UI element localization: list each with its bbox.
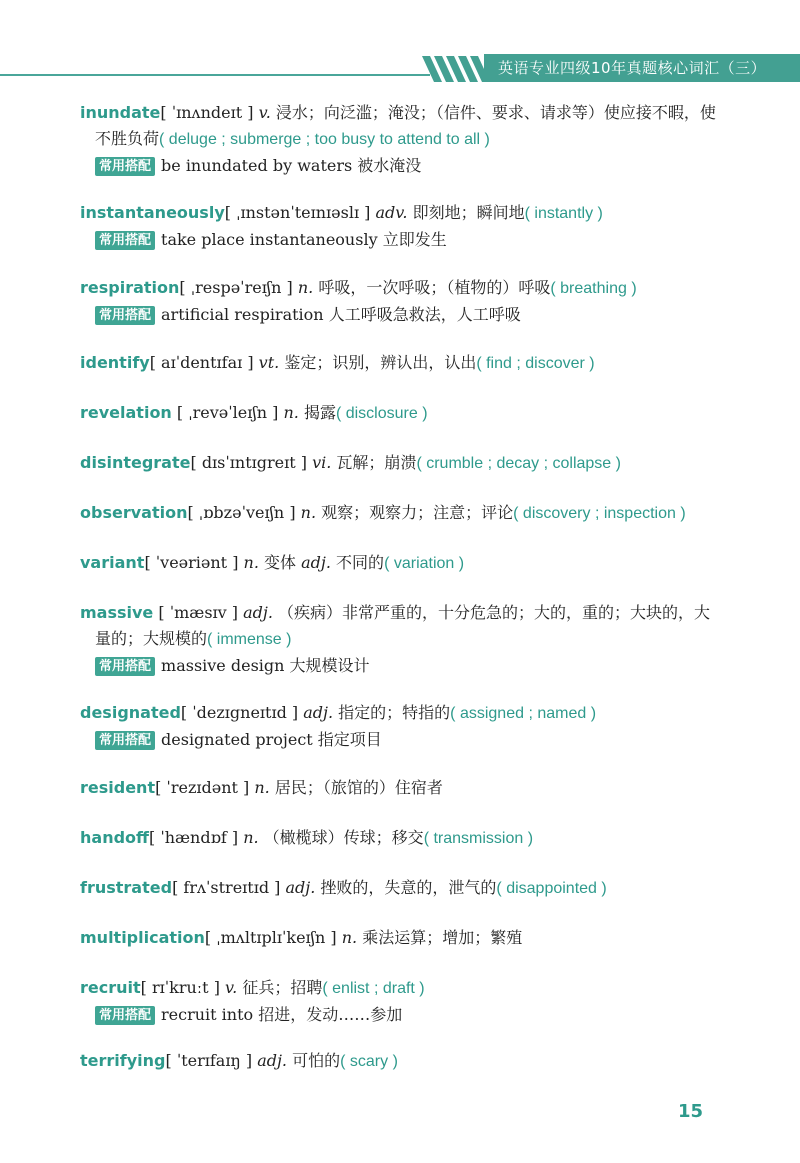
synonyms: ( disclosure ) (335, 405, 428, 422)
page-number: 15 (678, 1101, 704, 1122)
synonyms: ( crumble ; decay ; collapse ) (416, 455, 621, 472)
definition-cont: 不胜负荷 (95, 129, 160, 148)
entry-disintegrate (80, 450, 730, 477)
entry-designated (80, 700, 730, 753)
entry-massive (80, 600, 730, 679)
headword: recruit (80, 978, 141, 997)
synonyms: ( discovery ; inspection ) (513, 505, 686, 522)
entry-multiplication (80, 925, 730, 951)
definition: 即刻地；瞬间地 (412, 203, 525, 222)
headword: revelation (80, 403, 172, 422)
part-of-speech: n. (341, 928, 358, 947)
collocation-tag: 常用搭配 (95, 306, 155, 325)
part-of-speech: vi. (312, 453, 332, 472)
synonyms: ( transmission ) (423, 830, 534, 847)
entry-respiration (80, 275, 730, 328)
headword: terrifying (80, 1051, 166, 1070)
part-of-speech: adj. (257, 1051, 288, 1070)
part-of-speech: v. (258, 103, 271, 122)
definition: 呼吸，一次呼吸；（植物的）呼吸 (318, 278, 551, 297)
definition: 鉴定；识别，辨认出，认出 (284, 353, 477, 372)
headword: designated (80, 703, 181, 722)
part-of-speech: adj. (303, 703, 334, 722)
entry-resident (80, 775, 730, 801)
part-of-speech: n. (297, 278, 314, 297)
part-of-speech: n. (243, 828, 259, 847)
entry-inundate (80, 100, 730, 179)
collocation: massive design 大规模设计 (161, 656, 370, 675)
definition: 瓦解；崩溃 (336, 453, 417, 472)
headword: disintegrate (80, 453, 191, 472)
collocation: take place instantaneously 立即发生 (161, 230, 447, 249)
definition: 乘法运算；增加；繁殖 (362, 928, 523, 947)
headword: identify (80, 353, 150, 372)
phonetic: [ ˈrezɪdənt ] (155, 778, 250, 797)
definition: （橄榄球）传球；移交 (263, 828, 424, 847)
headword: instantaneously (80, 203, 225, 222)
headword: observation (80, 503, 188, 522)
collocation: designated project 指定项目 (161, 730, 382, 749)
phonetic: [ ˈhændɒf ] (148, 828, 239, 847)
synonyms: ( enlist ; draft ) (322, 980, 425, 997)
definition: 指定的；特指的 (338, 703, 451, 722)
phonetic: [ ˈmæsɪv ] (158, 603, 239, 622)
part-of-speech-2: adj. (301, 553, 331, 572)
collocation-tag: 常用搭配 (95, 1006, 155, 1025)
synonyms: ( scary ) (340, 1053, 398, 1070)
definition-cont: 量的；大规模的 (95, 629, 208, 648)
definition: 浸水；向泛滥；淹没；（信件、要求、请求等）使应接不暇，使 (275, 103, 716, 122)
phonetic: [ ˈɪnʌndeɪt ] (160, 103, 254, 122)
collocation-tag: 常用搭配 (95, 157, 155, 176)
definition: 揭露 (303, 403, 336, 422)
entry-observation (80, 500, 730, 527)
headword: inundate (80, 103, 161, 122)
definition: （疾病）非常严重的，十分危急的；大的，重的；大块的，大 (278, 603, 711, 622)
entry-frustrated (80, 875, 730, 902)
collocation-tag: 常用搭配 (95, 657, 155, 676)
definition: 居民；（旅馆的）住宿者 (274, 778, 443, 797)
definition: 变体 (264, 553, 297, 572)
entry-variant (80, 550, 730, 577)
headword: handoff (80, 828, 149, 847)
synonyms: ( instantly ) (524, 205, 603, 222)
running-header (0, 50, 800, 86)
entry-revelation (80, 400, 730, 427)
entry-instantaneously (80, 200, 730, 253)
phonetic: [ dɪsˈɪntɪgreɪt ] (190, 453, 307, 472)
part-of-speech: adv. (375, 203, 408, 222)
entry-handoff (80, 825, 730, 852)
synonyms: ( assigned ; named ) (450, 705, 597, 722)
part-of-speech: v. (225, 978, 238, 997)
synonyms: ( find ; discover ) (476, 355, 595, 372)
phonetic: [ ˈdezɪgneɪtɪd ] (180, 703, 299, 722)
collocation: recruit into 招进，发动……参加 (161, 1005, 403, 1024)
phonetic: [ ˈveəriənt ] (144, 553, 239, 572)
synonyms: ( variation ) (384, 555, 465, 572)
definition: 挫败的，失意的，泄气的 (320, 878, 497, 897)
phonetic: [ ˌɒbzəˈveɪʃn ] (187, 503, 296, 522)
headword: respiration (80, 278, 180, 297)
synonyms: ( immense ) (207, 631, 292, 648)
collocation: be inundated by waters 被水淹没 (161, 156, 422, 175)
entry-identify (80, 350, 730, 377)
collocation-tag: 常用搭配 (95, 231, 155, 250)
header-title: 英语专业四级10年真题核心词汇（三） (484, 54, 800, 82)
definition: 可怕的 (292, 1051, 341, 1070)
headword: resident (80, 778, 156, 797)
headword: variant (80, 553, 145, 572)
part-of-speech: n. (243, 553, 259, 572)
phonetic: [ aɪˈdentɪfaɪ ] (149, 353, 254, 372)
phonetic: [ rɪˈkruːt ] (140, 978, 220, 997)
part-of-speech: n. (254, 778, 270, 797)
definition-2: 不同的 (336, 553, 385, 572)
headword: frustrated (80, 878, 173, 897)
definition: 观察；观察力；注意；评论 (321, 503, 514, 522)
part-of-speech: adj. (285, 878, 316, 897)
synonyms: ( disappointed ) (496, 880, 607, 897)
collocation-tag: 常用搭配 (95, 731, 155, 750)
phonetic: [ ˌrevəˈleɪʃn ] (176, 403, 279, 422)
synonyms: ( deluge ; submerge ; too busy to attend to all ) (159, 131, 490, 148)
phonetic: [ ˌrespəˈreɪʃn ] (179, 278, 293, 297)
headword: massive (80, 603, 154, 622)
definition: 征兵；招聘 (242, 978, 323, 997)
part-of-speech: adj. (243, 603, 273, 622)
phonetic: [ ˌɪnstənˈteɪnɪəslɪ ] (224, 203, 371, 222)
phonetic: [ frʌˈstreɪtɪd ] (172, 878, 281, 897)
headword: multiplication (80, 928, 205, 947)
synonyms: ( breathing ) (550, 280, 637, 297)
collocation: artificial respiration 人工呼吸急救法，人工呼吸 (161, 305, 521, 324)
part-of-speech: n. (283, 403, 299, 422)
header-rule (0, 74, 430, 76)
entry-terrifying (80, 1048, 730, 1075)
header-stripes-decoration (422, 56, 492, 82)
phonetic: [ ˈterɪfaɪŋ ] (165, 1051, 253, 1070)
entry-recruit (80, 975, 730, 1028)
part-of-speech: n. (300, 503, 317, 522)
phonetic: [ ˌmʌltɪplɪˈkeɪʃn ] (204, 928, 337, 947)
part-of-speech: vt. (258, 353, 280, 372)
